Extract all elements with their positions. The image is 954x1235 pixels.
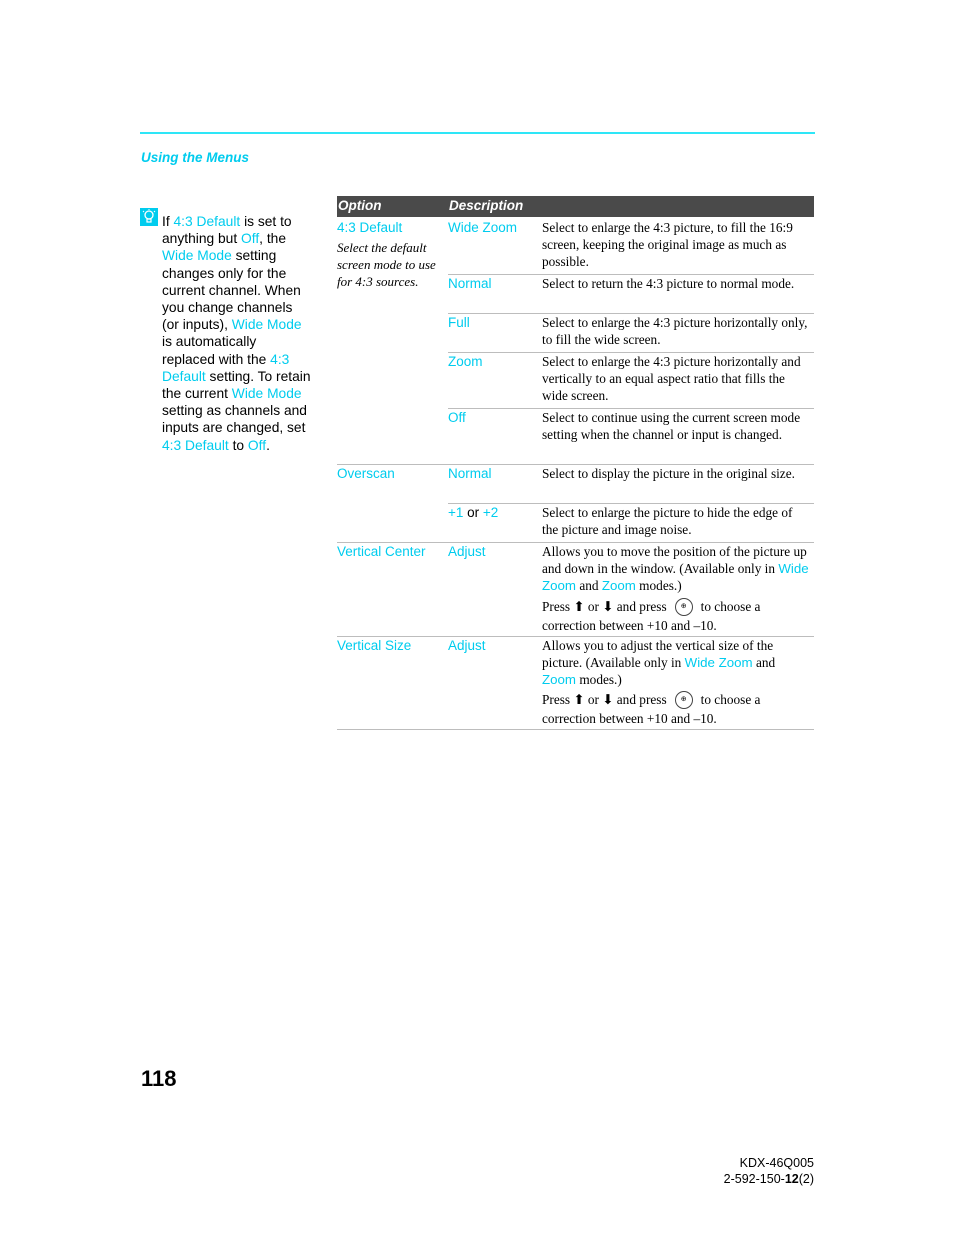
tip-link: 4:3 Default [173, 214, 241, 229]
arrow-down-icon: ⬇ [602, 692, 614, 707]
desc-vertical-center: Allows you to move the position of the picture up and down in the window. (Available only in Wide Zoom and Zoom modes.) [542, 544, 809, 593]
option-43-default: 4:3 Default [337, 220, 403, 235]
setting-vs-adjust: Adjust [448, 638, 486, 653]
center-button-icon: ⊕ [675, 598, 693, 616]
desc-normal: Select to return the 4:3 picture to normal mode. [542, 276, 795, 291]
setting-normal: Normal [448, 276, 492, 291]
table-bottom-rule [337, 729, 814, 730]
setting-off: Off [448, 410, 466, 425]
footer-code: 2-592-150-12(2) [723, 1171, 814, 1186]
desc-wide-zoom: Select to enlarge the 4:3 picture, to fill the 16:9 screen, keeping the original image as much as possible. [542, 220, 793, 269]
section-title: Using the Menus [141, 150, 250, 165]
table-header [337, 196, 814, 217]
option-overscan: Overscan [337, 466, 395, 481]
arrow-up-icon: ⬆ [573, 599, 585, 614]
desc-zoom: Select to enlarge the 4:3 picture horizontally and vertically to an equal aspect ratio that fills the wide screen. [542, 354, 801, 403]
page-number: 118 [141, 1066, 177, 1091]
setting-vc-adjust: Adjust [448, 544, 486, 559]
desc-full: Select to enlarge the 4:3 picture horizontally only, to fill the wide screen. [542, 315, 808, 347]
option-43-description: Select the default screen mode to use for 4:3 sources. [337, 240, 436, 289]
setting-full: Full [448, 315, 470, 330]
tip-lightbulb-icon [140, 208, 158, 226]
arrow-down-icon: ⬇ [602, 599, 614, 614]
header-description: Description [449, 198, 524, 213]
option-vertical-size: Vertical Size [337, 638, 412, 653]
desc-plus: Select to enlarge the picture to hide the edge of the picture and image noise. [542, 505, 793, 537]
setting-overscan-normal: Normal [448, 466, 492, 481]
option-vertical-center: Vertical Center [337, 544, 426, 559]
header-option: Option [338, 198, 382, 213]
arrow-up-icon: ⬆ [573, 692, 585, 707]
setting-plus1-plus2: +1 or +2 [448, 505, 499, 520]
setting-wide-zoom: Wide Zoom [448, 220, 518, 235]
footer-model: KDX-46Q005 [739, 1156, 814, 1170]
desc-overscan-normal: Select to display the picture in the original size. [542, 466, 795, 481]
desc-vs-press: Press ⬆ or ⬇ and press ⊕ to choose a correction between +10 and –10. [542, 692, 761, 726]
desc-vc-press: Press ⬆ or ⬇ and press ⊕ to choose a correction between +10 and –10. [542, 599, 761, 633]
setting-zoom: Zoom [448, 354, 483, 369]
desc-vertical-size: Allows you to adjust the vertical size of the picture. (Available only in Wide Zoom and Zoom modes.) [542, 638, 776, 687]
footer [724, 1156, 814, 1187]
center-button-icon: ⊕ [675, 691, 693, 709]
top-rule [140, 132, 815, 134]
tip-text: If 4:3 Default is set to anything but Off, the Wide Mode setting changes only for the current channel. When you change channels (or inputs), Wide Mode is automatically replaced with the 4:3 Default setting. To retain the current Wide Mode setting as channels and inputs are changed, set 4:3 Default to Off. [162, 214, 311, 453]
desc-off: Select to continue using the current screen mode setting when the channel or input is changed. [542, 410, 801, 442]
